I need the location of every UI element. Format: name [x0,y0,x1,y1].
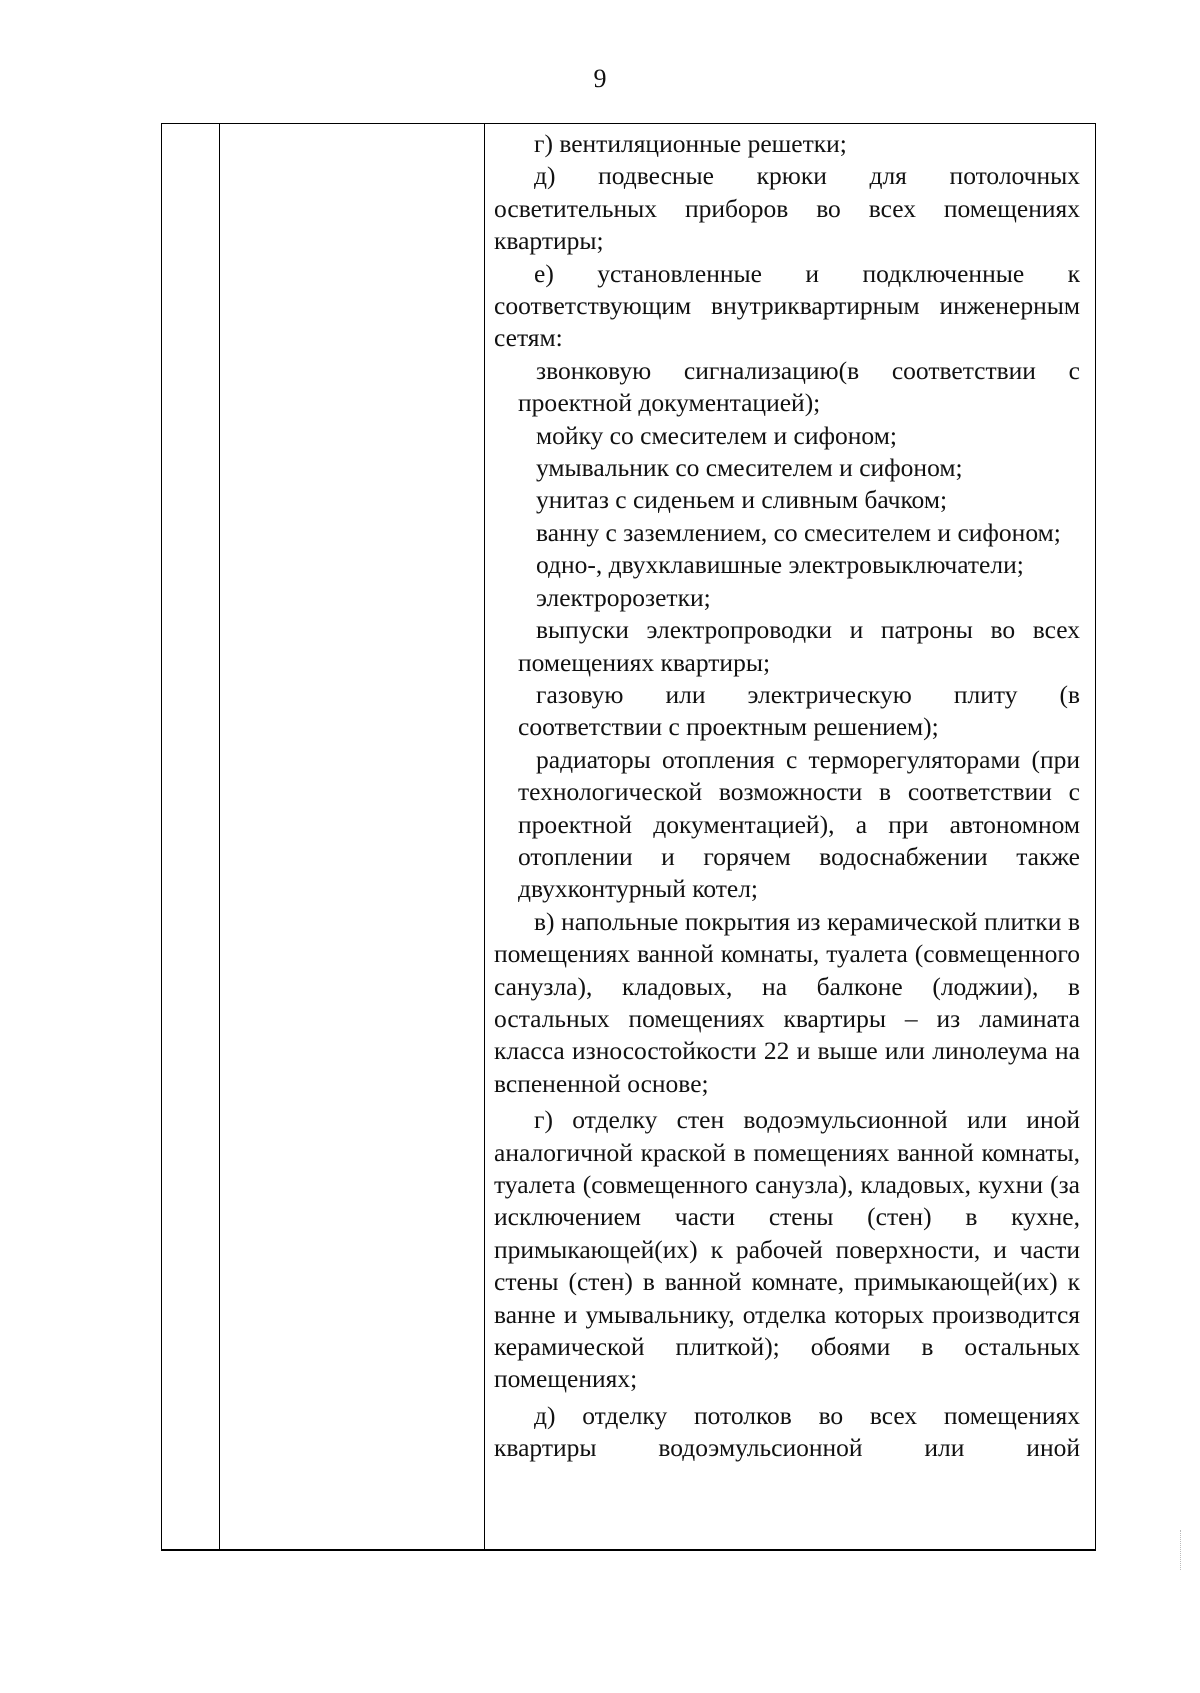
paragraph-item-g2: г) отделку стен водоэмульсионной или иной аналогичной краской в помещениях ванной комнаты, туалета (совмещенного санузла), кладовых, кухни (за исключением части стены (стен) в кухне, примыкающей(их) к рабочей поверхности, и части стены (стен) в ванной комнате, примыкающей(их) к ванне и умывальнику, отделка которых производится керамической плиткой); обоями в остальных помещениях; [494,1105,1080,1394]
paragraph-item-g: г) вентиляционные решетки; [534,129,847,158]
list-item: звонковую сигнализацию(в соответствии с проектной документацией); [518,355,1080,418]
list-item: выпуски электропроводки и патроны во всех помещениях квартиры; [518,615,1080,677]
list-item: унитаз с сиденьем и сливным бачком; [536,485,948,515]
list-item: электророзетки; [536,582,711,612]
scan-margin-mark [1180,1530,1182,1570]
list-item: газовую или электрическую плиту (в соответствии с проектным решением); [518,679,1080,742]
paragraph-item-d2: д) отделку потолков во всех помещениях квартиры водоэмульсионной или иной [494,1400,1080,1463]
table-column-divider [484,124,485,1549]
table-column-divider [219,124,220,1549]
paragraph-item-v: в) напольные покрытия из керамической плитки в помещениях ванной комнаты, туалета (совмещенного санузла), кладовых, на балконе (лоджии), в остальных помещениях квартиры – из ламината класса износостойкости 22 и выше или линолеума на вспененной основе; [494,906,1080,1098]
list-item: умывальник со смесителем и сифоном; [536,453,963,483]
page-number: 9 [593,64,607,93]
document-table [161,123,1096,1551]
paragraph-item-d: д) подвесные крюки для потолочных осветительных приборов во всех помещениях квартиры; [494,161,1080,256]
list-item: ванну с заземлением, со смесителем и сифоном; [536,517,1061,547]
table-cell-requirements [494,128,1080,1465]
paragraph-item-e: е) установленные и подключенные к соответствующим внутриквартирным инженерным сетям: [494,258,1080,353]
list-item: радиаторы отопления с терморегуляторами (при технологической возможности в соответствии с проектной документацией), а при автономном отоплении и горячем водоснабжении также двухконтурный котел; [518,744,1080,904]
list-item: мойку со смесителем и сифоном; [536,420,897,450]
list-item: одно-, двухклавишные электровыключатели; [536,550,1024,580]
